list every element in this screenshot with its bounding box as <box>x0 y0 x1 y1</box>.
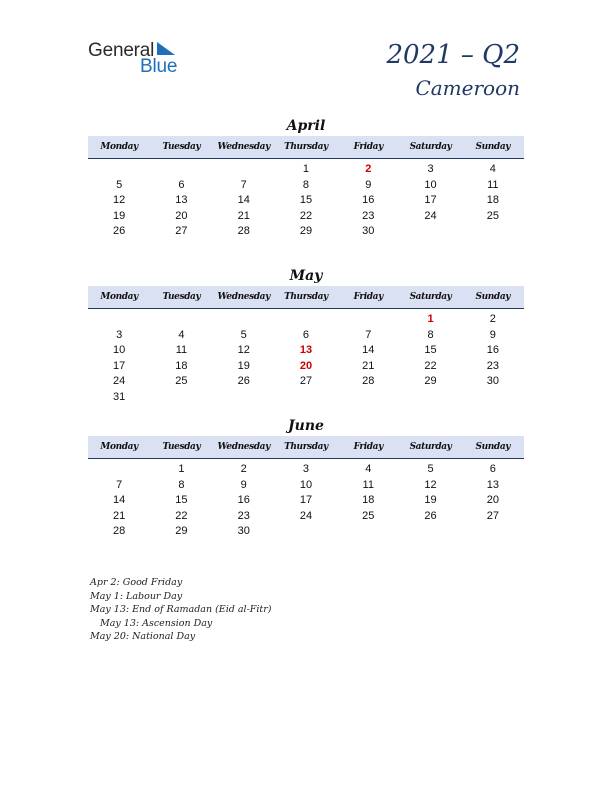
day-cell: 23 <box>362 209 375 222</box>
day-cell: 14 <box>362 344 375 356</box>
day-cell: 22 <box>175 509 188 522</box>
day-cell: 21 <box>362 359 375 372</box>
day-cell <box>337 524 399 540</box>
month-june <box>88 416 524 540</box>
day-cell: 25 <box>175 375 188 387</box>
weekday-label: Sunday <box>475 442 511 452</box>
logo-flag-icon <box>155 42 175 57</box>
day-cell: 10 <box>424 178 437 191</box>
day-cell: 17 <box>113 359 126 372</box>
day-cell: 20 <box>486 494 499 506</box>
day-cell: 13 <box>175 194 188 206</box>
day-cell <box>462 224 524 240</box>
day-cell: 28 <box>362 375 375 387</box>
day-cell: 9 <box>489 328 496 341</box>
day-cell: 26 <box>113 225 126 237</box>
day-cell: 5 <box>427 463 434 475</box>
day-cell: 30 <box>486 375 499 387</box>
day-cell: 7 <box>365 328 372 341</box>
day-cell: 25 <box>486 209 499 222</box>
page-title: 2021 – Q2 <box>386 40 520 70</box>
weekday-label: Monday <box>100 442 138 452</box>
weekday-label: Sunday <box>475 142 511 152</box>
day-cell: 28 <box>237 225 250 237</box>
week-row <box>88 328 524 344</box>
weekday-label: Tuesday <box>162 292 201 302</box>
weekday-label: Tuesday <box>162 442 201 452</box>
weekday-label: Wednesday <box>217 142 270 152</box>
day-cell: 15 <box>424 344 437 356</box>
day-cell: 26 <box>424 509 437 522</box>
day-cell: 10 <box>299 478 313 491</box>
day-cell <box>88 162 150 178</box>
week-row <box>88 493 524 509</box>
day-cell: 6 <box>302 328 310 341</box>
month-title: April <box>286 118 326 134</box>
day-cell: 18 <box>486 194 499 206</box>
day-cell: 15 <box>175 494 188 506</box>
holiday-entry: Apr 2: Good Friday <box>90 577 183 588</box>
day-cell: 12 <box>113 194 126 206</box>
day-cell: 9 <box>240 478 247 491</box>
day-cell: 8 <box>178 478 185 491</box>
day-cell <box>462 524 524 540</box>
day-cell <box>337 390 399 406</box>
day-cell: 2 <box>489 313 496 325</box>
day-cell: 4 <box>489 163 496 175</box>
month-title: May <box>289 268 323 284</box>
weekday-label: Thursday <box>284 142 328 152</box>
day-cell: 18 <box>175 359 188 372</box>
holiday-day-cell: 20 <box>299 359 313 372</box>
weekday-label: Tuesday <box>162 142 201 152</box>
week-row <box>88 343 524 359</box>
weekday-header-row <box>88 436 524 459</box>
weekday-label: Friday <box>353 442 383 452</box>
week-row <box>88 178 524 194</box>
weekday-label: Saturday <box>409 442 452 452</box>
day-cell: 17 <box>299 494 313 506</box>
day-cell: 27 <box>175 225 188 237</box>
day-cell: 7 <box>116 478 123 491</box>
weekday-label: Wednesday <box>217 292 270 302</box>
day-cell: 22 <box>299 209 313 222</box>
day-cell: 29 <box>175 525 188 537</box>
day-cell: 18 <box>362 494 375 506</box>
day-cell: 24 <box>424 209 437 222</box>
day-cell: 9 <box>365 178 372 191</box>
generalblue-logo <box>88 40 188 76</box>
day-cell <box>213 162 275 178</box>
day-cell: 16 <box>362 194 375 206</box>
day-cell: 23 <box>237 509 250 522</box>
day-cell: 19 <box>113 209 126 222</box>
holiday-entry: May 13: End of Ramadan (Eid al-Fitr) <box>90 604 272 615</box>
month-title: June <box>288 418 324 434</box>
day-cell <box>88 462 150 478</box>
day-cell: 1 <box>302 163 310 175</box>
weekday-label: Saturday <box>409 292 452 302</box>
week-row <box>88 524 524 540</box>
week-row <box>88 390 524 406</box>
day-cell: 3 <box>302 463 310 475</box>
day-cell: 3 <box>427 163 434 175</box>
weekday-header-row <box>88 286 524 309</box>
day-cell: 28 <box>113 525 126 537</box>
day-cell <box>275 390 337 406</box>
day-cell: 3 <box>116 328 123 341</box>
logo-text-general: General <box>88 40 155 61</box>
day-cell: 21 <box>237 209 250 222</box>
day-cell: 24 <box>299 509 313 522</box>
day-cell: 27 <box>299 375 313 387</box>
week-row <box>88 374 524 390</box>
day-cell <box>150 162 212 178</box>
day-cell: 31 <box>113 390 126 403</box>
day-cell: 6 <box>178 178 185 191</box>
day-cell: 15 <box>299 194 313 206</box>
weekday-label: Friday <box>353 292 383 302</box>
week-row <box>88 359 524 375</box>
month-may <box>88 266 524 405</box>
day-cell <box>150 312 212 328</box>
country-name: Cameroon <box>415 76 520 100</box>
day-cell <box>275 312 337 328</box>
month-april <box>88 116 524 240</box>
day-cell: 11 <box>487 178 499 191</box>
day-cell: 27 <box>486 509 499 522</box>
weekday-label: Monday <box>100 292 138 302</box>
day-cell: 1 <box>178 463 185 475</box>
day-cell: 10 <box>113 344 126 356</box>
day-cell: 29 <box>424 375 437 387</box>
logo-text-blue: Blue <box>140 56 178 77</box>
day-cell: 5 <box>116 178 123 191</box>
day-cell <box>462 390 524 406</box>
week-row <box>88 509 524 525</box>
day-cell: 11 <box>362 478 374 491</box>
day-cell: 17 <box>424 194 437 206</box>
day-cell: 23 <box>486 359 499 372</box>
day-cell: 14 <box>113 494 126 506</box>
day-cell <box>399 524 461 540</box>
weekday-label: Saturday <box>409 142 452 152</box>
day-cell: 29 <box>299 225 313 237</box>
holiday-day-cell: 2 <box>365 163 372 175</box>
day-cell: 20 <box>175 209 188 222</box>
week-row <box>88 209 524 225</box>
holiday-day-cell: 13 <box>299 344 313 356</box>
day-cell: 30 <box>237 525 250 537</box>
day-cell: 2 <box>240 463 247 475</box>
day-cell: 16 <box>237 494 250 506</box>
day-cell <box>399 390 461 406</box>
day-cell: 4 <box>178 328 185 341</box>
weekday-label: Sunday <box>475 292 511 302</box>
weekday-label: Wednesday <box>217 442 270 452</box>
day-cell: 14 <box>237 194 250 206</box>
week-row <box>88 224 524 240</box>
month-grid <box>88 312 524 405</box>
day-cell <box>213 312 275 328</box>
holiday-list <box>90 576 271 644</box>
holiday-entry: May 1: Labour Day <box>90 590 183 602</box>
holiday-entry: May 13: Ascension Day <box>100 617 213 629</box>
weekday-header-row <box>88 136 524 159</box>
day-cell: 13 <box>486 478 499 491</box>
weekday-label: Thursday <box>284 292 328 302</box>
week-row <box>88 478 524 494</box>
day-cell: 21 <box>113 509 126 522</box>
day-cell <box>213 390 275 406</box>
weekday-label: Friday <box>353 142 383 152</box>
weekday-label: Monday <box>100 142 138 152</box>
day-cell: 24 <box>113 375 126 387</box>
day-cell: 26 <box>237 375 250 387</box>
day-cell <box>337 312 399 328</box>
day-cell <box>150 390 212 406</box>
day-cell: 8 <box>427 328 434 341</box>
week-row <box>88 462 524 478</box>
month-grid <box>88 162 524 240</box>
day-cell: 30 <box>362 225 375 237</box>
week-row <box>88 312 524 328</box>
day-cell: 11 <box>175 344 188 356</box>
week-row <box>88 193 524 209</box>
day-cell: 6 <box>489 463 496 475</box>
day-cell: 12 <box>424 478 437 491</box>
week-row <box>88 162 524 178</box>
day-cell <box>88 312 150 328</box>
day-cell <box>399 224 461 240</box>
day-cell: 7 <box>240 178 247 191</box>
holiday-entry: May 20: National Day <box>90 631 196 642</box>
day-cell: 16 <box>486 344 499 356</box>
day-cell: 4 <box>365 463 372 475</box>
day-cell: 19 <box>424 494 437 506</box>
month-grid <box>88 462 524 540</box>
day-cell: 22 <box>424 359 437 372</box>
day-cell: 25 <box>362 509 375 522</box>
holiday-day-cell: 1 <box>427 313 434 325</box>
day-cell: 19 <box>237 359 250 372</box>
day-cell: 8 <box>302 178 310 191</box>
day-cell: 12 <box>237 344 250 356</box>
weekday-label: Thursday <box>284 442 328 452</box>
day-cell <box>275 524 337 540</box>
day-cell: 5 <box>240 328 247 341</box>
